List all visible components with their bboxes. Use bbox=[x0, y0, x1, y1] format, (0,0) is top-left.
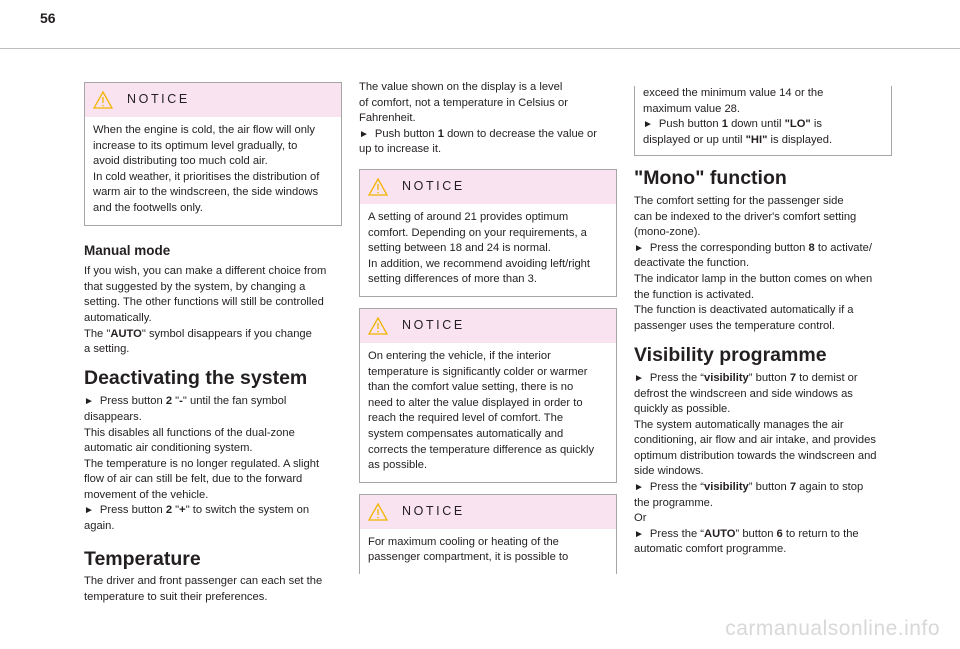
button-number: 2 bbox=[165, 395, 173, 408]
instruction-step bbox=[84, 503, 342, 519]
text-fragment: to activate/ bbox=[814, 241, 872, 254]
text-line: avoid distributing too much cold air. bbox=[93, 155, 268, 168]
text-line: system compensates automatically and bbox=[368, 427, 564, 440]
instruction-step bbox=[643, 117, 883, 133]
text-line: The value shown on the display is a level bbox=[359, 81, 563, 93]
text-fragment: again to stop bbox=[796, 481, 864, 494]
text-line: The driver and front passenger can each set the bbox=[84, 575, 323, 588]
text-line: quickly as possible. bbox=[634, 403, 731, 416]
button-number: 1 bbox=[437, 127, 444, 140]
text-line: For maximum cooling or heating of the bbox=[368, 535, 559, 548]
notice-text bbox=[360, 529, 616, 574]
text-line: than the comfort value setting, there is no bbox=[368, 381, 574, 394]
arrow-icon: ► bbox=[84, 505, 94, 517]
button-number: 7 bbox=[789, 481, 797, 494]
text-line: In cold weather, it prioritises the distribution of bbox=[93, 170, 320, 183]
text-line: When the engine is cold, the air flow will only bbox=[93, 124, 315, 136]
text-line: deactivate the function. bbox=[634, 257, 750, 270]
temperature-text bbox=[84, 574, 342, 605]
notice-box-continued bbox=[634, 86, 892, 156]
text-line bbox=[643, 133, 883, 149]
text-fragment: ” button bbox=[748, 371, 790, 384]
instruction-step bbox=[359, 127, 617, 143]
notice-title: NOTICE bbox=[127, 92, 190, 107]
text-line: the function is activated. bbox=[634, 288, 755, 301]
text-line: increase to its optimum level gradually, to bbox=[93, 139, 298, 152]
text-line: automatic air conditioning system. bbox=[84, 442, 253, 455]
warning-icon bbox=[93, 91, 113, 109]
button-number: 1 bbox=[721, 118, 728, 131]
bold-term: visibility bbox=[704, 481, 749, 494]
text-line: movement of the vehicle. bbox=[84, 488, 209, 501]
text-fragment: ” button bbox=[735, 527, 777, 540]
text-fragment: down until bbox=[727, 118, 785, 131]
arrow-icon: ► bbox=[634, 372, 644, 384]
bold-term: "HI" bbox=[745, 133, 768, 146]
section-heading-temperature: Temperature bbox=[84, 547, 201, 570]
text-line: need to alter the value displayed in order to bbox=[368, 396, 583, 409]
text-line: disappears. bbox=[84, 410, 142, 423]
text-line: side windows. bbox=[634, 465, 704, 478]
text-fragment: Press button bbox=[99, 395, 166, 408]
bold-term: "LO" bbox=[784, 118, 811, 131]
text-fragment: " bbox=[172, 395, 180, 408]
instruction-step bbox=[634, 371, 892, 387]
text-fragment: Push button bbox=[374, 127, 438, 140]
instruction-step bbox=[634, 527, 892, 543]
text-line: The temperature is no longer regulated. A slight bbox=[84, 457, 320, 470]
text-line: The system automatically manages the air bbox=[634, 418, 844, 431]
mono-function-text bbox=[634, 194, 892, 334]
deactivating-text bbox=[84, 394, 342, 534]
text-fragment: Push button bbox=[658, 118, 722, 131]
bold-term: - bbox=[179, 395, 183, 408]
text-line: a setting. bbox=[84, 343, 130, 356]
text-line: The indicator lamp in the button comes on when bbox=[634, 272, 873, 285]
page-number: 56 bbox=[40, 10, 56, 26]
text-line: optimum distribution towards the windscreen and bbox=[634, 449, 877, 462]
arrow-icon: ► bbox=[634, 482, 644, 494]
arrow-icon: ► bbox=[634, 528, 644, 540]
notice-header bbox=[360, 170, 616, 204]
text-line: defrost the windscreen and side windows as bbox=[634, 387, 853, 400]
text-line: that suggested by the system, by changing a bbox=[84, 280, 306, 293]
instruction-step bbox=[84, 394, 342, 410]
instruction-step bbox=[634, 480, 892, 496]
column-3 bbox=[634, 86, 892, 558]
text-line: automatic comfort programme. bbox=[634, 543, 787, 556]
button-number: 6 bbox=[776, 527, 783, 540]
text-fragment: The " bbox=[84, 327, 111, 340]
text-line: maximum value 28. bbox=[643, 102, 740, 115]
text-line: setting between 18 and 24 is normal. bbox=[368, 242, 551, 255]
notice-box-cold-engine bbox=[84, 82, 342, 226]
section-heading-visibility: Visibility programme bbox=[634, 344, 827, 367]
text-fragment: " symbol disappears if you change bbox=[141, 327, 312, 340]
visibility-text bbox=[634, 371, 892, 558]
text-line: Fahrenheit. bbox=[359, 112, 416, 125]
text-line: as possible. bbox=[368, 459, 428, 472]
text-line: conditioning, air flow and air intake, and provides bbox=[634, 434, 876, 447]
text-line: and the footwells only. bbox=[93, 201, 203, 214]
text-fragment: displayed or up until bbox=[643, 133, 746, 146]
text-line: passenger uses the temperature control. bbox=[634, 319, 835, 332]
text-line: the programme. bbox=[634, 496, 713, 509]
bold-term: visibility bbox=[704, 371, 749, 384]
text-fragment: ” button bbox=[748, 481, 790, 494]
text-line: (mono-zone). bbox=[634, 226, 701, 239]
text-line: up to increase it. bbox=[359, 143, 442, 156]
text-fragment: Press button bbox=[99, 504, 166, 517]
text-line: flow of air can still be felt, due to the forward bbox=[84, 473, 303, 486]
text-line: On entering the vehicle, if the interior bbox=[368, 349, 551, 362]
text-line: setting. The other functions will still be controlled bbox=[84, 296, 324, 309]
notice-header bbox=[85, 83, 341, 117]
text-line: can be indexed to the driver's comfort setting bbox=[634, 210, 857, 223]
text-fragment: Press the corresponding button bbox=[649, 241, 809, 254]
button-number: 7 bbox=[789, 371, 797, 384]
manual-mode-text bbox=[84, 264, 342, 358]
text-line bbox=[84, 327, 342, 343]
notice-title: NOTICE bbox=[402, 503, 465, 518]
notice-text bbox=[360, 204, 616, 296]
text-fragment: " until the fan symbol bbox=[182, 395, 287, 408]
text-fragment: Press the “ bbox=[649, 371, 704, 384]
text-line: of comfort, not a temperature in Celsius or bbox=[359, 96, 568, 109]
bold-term: AUTO bbox=[110, 327, 142, 340]
text-line: automatically. bbox=[84, 311, 152, 324]
text-fragment: to return to the bbox=[782, 527, 859, 540]
text-fragment: to demist or bbox=[796, 371, 858, 384]
arrow-icon: ► bbox=[634, 242, 644, 254]
notice-title: NOTICE bbox=[402, 179, 465, 194]
text-line: exceed the minimum value 14 or the bbox=[643, 87, 824, 99]
text-line: passenger compartment, it is possible to bbox=[368, 551, 569, 564]
arrow-icon: ► bbox=[359, 128, 369, 140]
column-2 bbox=[359, 80, 617, 574]
text-fragment: Press the “ bbox=[649, 527, 704, 540]
arrow-icon: ► bbox=[643, 119, 653, 131]
text-line: corrects the temperature difference as quickly bbox=[368, 443, 595, 456]
text-fragment: is displayed. bbox=[767, 133, 833, 146]
text-fragment: down to decrease the value or bbox=[443, 127, 597, 140]
button-number: 2 bbox=[165, 504, 173, 517]
warning-icon bbox=[368, 178, 388, 196]
warning-icon bbox=[368, 317, 388, 335]
section-heading-manual-mode: Manual mode bbox=[84, 242, 171, 258]
notice-title: NOTICE bbox=[402, 318, 465, 333]
notice-header bbox=[360, 309, 616, 343]
text-fragment: is bbox=[810, 118, 822, 131]
top-divider bbox=[0, 48, 960, 49]
notice-header bbox=[360, 495, 616, 529]
text-line: If you wish, you can make a different choice from bbox=[84, 265, 327, 278]
notice-box-interior-temperature bbox=[359, 308, 617, 483]
instruction-step bbox=[634, 241, 892, 257]
notice-box-max-cooling bbox=[359, 494, 617, 574]
text-fragment: " bbox=[172, 504, 180, 517]
text-line: Or bbox=[634, 512, 647, 525]
text-line: In addition, we recommend avoiding left/right bbox=[368, 257, 591, 270]
column-1 bbox=[84, 82, 342, 605]
arrow-icon: ► bbox=[84, 396, 94, 408]
watermark-text: carmanualsonline.info bbox=[725, 617, 940, 640]
text-line: again. bbox=[84, 520, 115, 533]
warning-icon bbox=[368, 503, 388, 521]
bold-term: AUTO bbox=[704, 527, 736, 540]
text-line: The function is deactivated automatically if a bbox=[634, 304, 854, 317]
text-fragment: " to switch the system on bbox=[185, 504, 310, 517]
section-heading-mono-function: "Mono" function bbox=[634, 167, 787, 190]
notice-text bbox=[85, 117, 341, 225]
bold-term: + bbox=[179, 504, 186, 517]
notice-box-optimum-comfort bbox=[359, 169, 617, 297]
text-fragment: Press the “ bbox=[649, 481, 704, 494]
notice-text bbox=[360, 343, 616, 482]
button-number: 8 bbox=[808, 241, 815, 254]
text-line: comfort. Depending on your requirements, a bbox=[368, 226, 587, 239]
text-line: temperature to suit their preferences. bbox=[84, 590, 268, 603]
text-line: temperature is significantly colder or warmer bbox=[368, 365, 588, 378]
text-line: A setting of around 21 provides optimum bbox=[368, 210, 569, 223]
text-line: The comfort setting for the passenger side bbox=[634, 194, 844, 207]
text-line: setting differences of more than 3. bbox=[368, 273, 537, 286]
text-line: reach the required level of comfort. The bbox=[368, 412, 564, 425]
temperature-intro bbox=[359, 80, 617, 158]
section-heading-deactivating: Deactivating the system bbox=[84, 366, 308, 389]
text-line: warm air to the windscreen, the side windows bbox=[93, 186, 319, 199]
text-line: This disables all functions of the dual-zone bbox=[84, 426, 295, 439]
